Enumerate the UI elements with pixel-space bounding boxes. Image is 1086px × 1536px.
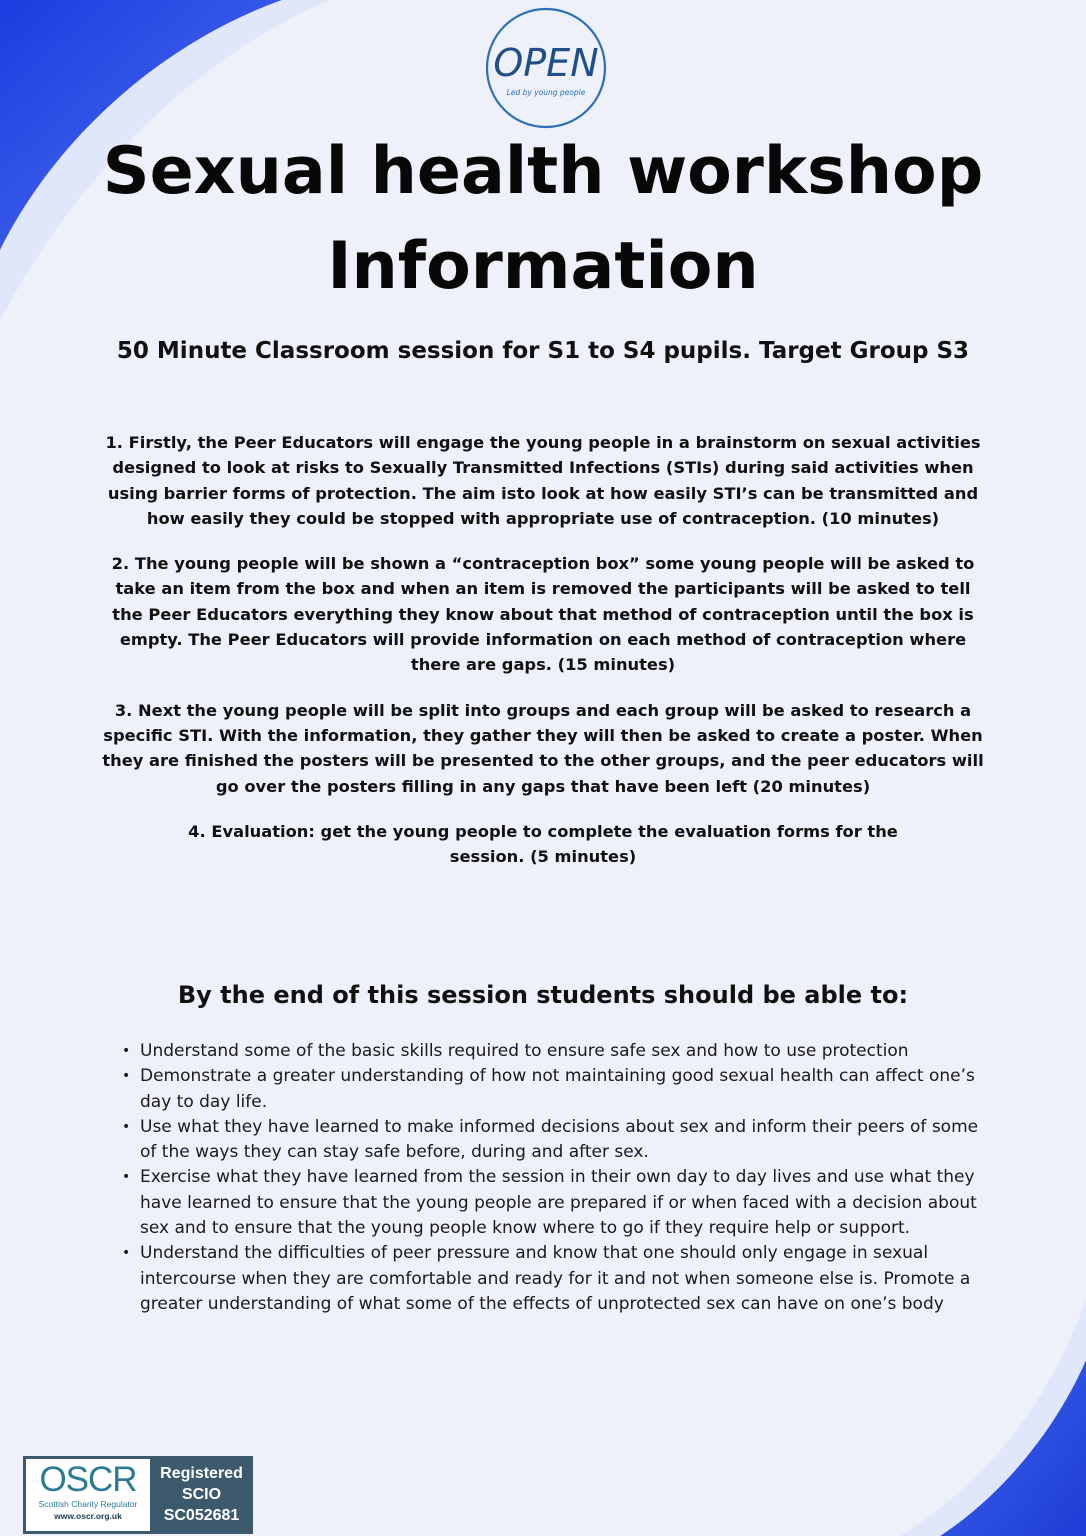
workshop-steps: [100, 430, 986, 889]
bullet-icon: •: [122, 1043, 131, 1059]
session-subtitle: 50 Minute Classroom session for S1 to S4 pupils. Target Group S3: [116, 338, 970, 364]
outcome-text: Understand some of the basic skills required to ensure safe sex and how to use protection: [140, 1041, 909, 1061]
outcomes-list: [119, 1039, 999, 1317]
outcome-item: [119, 1064, 999, 1115]
oscr-registration-badge: [23, 1456, 253, 1534]
title-line-2: Information: [327, 229, 759, 304]
outcome-text: Understand the difficulties of peer pressure and know that one should only engage in sexual intercourse when they are comfortable and ready for it and not when someone else is. Promote a greater understanding of what some of the effects of unprotected sex can have on one’s body: [140, 1243, 971, 1314]
outcome-item: [119, 1115, 999, 1166]
outcomes-heading: By the end of this session students should be able to:: [177, 981, 909, 1009]
outcome-item: [119, 1165, 999, 1241]
outcome-item: [119, 1241, 999, 1317]
logo-tagline: Led by young people: [506, 88, 586, 97]
oscr-url: www.oscr.org.uk: [54, 1511, 122, 1521]
registration-number: SC052681: [163, 1507, 240, 1524]
outcome-item: [119, 1039, 999, 1064]
outcome-text: Exercise what they have learned from the session in their own day to day lives and use what they have learned to ensure that the young people are prepared if or when faced with a decision about sex and to ensure that the young people know where to go if they require help or support.: [140, 1167, 977, 1239]
title-line-1: Sexual health workshop: [102, 134, 984, 209]
open-logo: [483, 6, 609, 130]
bullet-icon: •: [122, 1245, 131, 1262]
step-3: 3. Next the young people will be split into groups and each group will be asked to research a specific STI. With the information, they gather they will then be asked to create a poster. When they are finished the posters will be presented to the other groups, and the peer educators will go over the posters filling in any gaps that have been left (20 minutes): [102, 700, 984, 796]
oscr-logo: [26, 1459, 150, 1531]
page-title: [0, 124, 1086, 314]
bullet-icon: •: [122, 1169, 131, 1186]
outcome-text: Demonstrate a greater understanding of how not maintaining good sexual health can affect one’s day to day life.: [140, 1066, 975, 1112]
registration-text: [150, 1456, 253, 1534]
registration-line-2: SCIO: [181, 1486, 222, 1503]
logo-wordmark: OPEN: [493, 41, 599, 85]
bullet-icon: •: [122, 1118, 131, 1135]
oscr-mark: OSCR: [39, 1460, 137, 1499]
registration-line-1: Registered: [160, 1465, 243, 1482]
step-1: 1. Firstly, the Peer Educators will engage the young people in a brainstorm on sexual activities designed to look at risks to Sexually Transmitted Infections (STIs) during said activities when using barrier forms of protection. The aim isto look at how easily STI’s can be transmitted and how easily they could be stopped with appropriate use of contraception. (10 minutes): [105, 433, 981, 528]
outcome-text: Use what they have learned to make informed decisions about sex and inform their peers of some of the ways they can stay safe before, during and after sex.: [140, 1116, 979, 1163]
bullet-icon: •: [122, 1068, 131, 1085]
step-2: 2. The young people will be shown a “contraception box” some young people will be asked to take an item from the box and when an item is removed the participants will be asked to tell the Peer Educators everything they know about that method of contraception until the box is empty. The Peer Educators will provide information on each method of contraception where there are gaps. (15 minutes): [111, 554, 975, 675]
step-4: 4. Evaluation: get the young people to complete the evaluation forms for the session. (5 minutes): [188, 821, 898, 867]
oscr-regulator-label: Scottish Charity Regulator: [38, 1499, 138, 1509]
